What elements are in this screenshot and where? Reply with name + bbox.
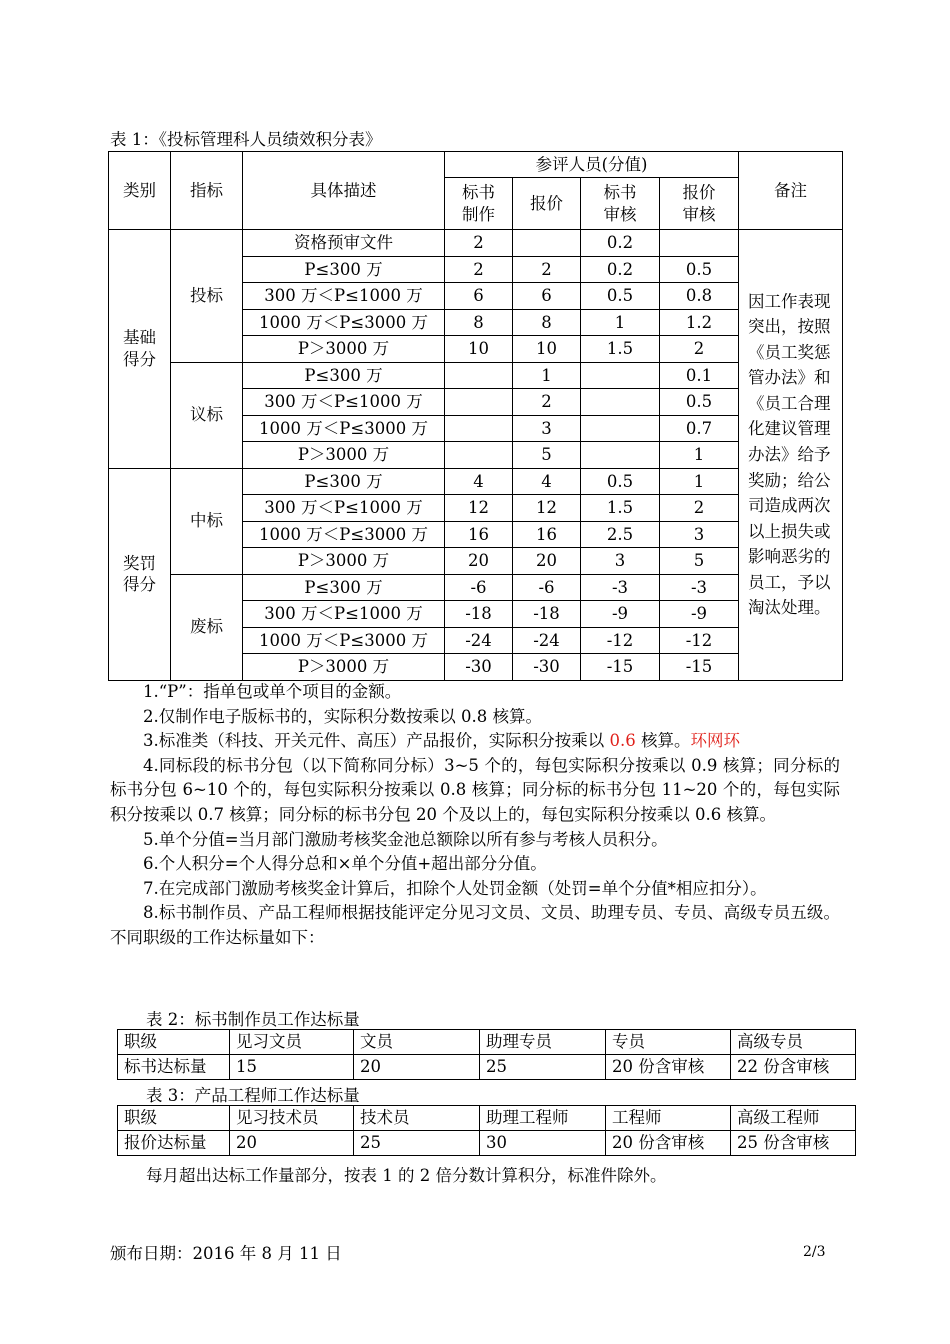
score-cell: -6	[445, 574, 513, 601]
score-cell: 4	[513, 468, 581, 495]
score-cell: 3	[660, 521, 739, 548]
note-2: 2.仅制作电子版标书的，实际积分数按乘以 0.8 核算。	[143, 706, 542, 726]
score-cell: 10	[513, 336, 581, 363]
header-indicator: 指标	[171, 152, 243, 230]
score-cell: 1	[513, 362, 581, 389]
table3-header-cell: 助理工程师	[480, 1106, 606, 1131]
note-8: 8.标书制作员、产品工程师根据技能评定分见习文员、文员、助理专员、专员、高级专员五级。不同职级的工作达标量如下：	[110, 903, 840, 947]
score-cell: 1.2	[660, 309, 739, 336]
score-cell: -6	[513, 574, 581, 601]
score-cell: 0.5	[581, 468, 660, 495]
score-cell: 0.7	[660, 415, 739, 442]
score-cell: -24	[513, 627, 581, 654]
score-cell: 20	[445, 548, 513, 575]
score-cell: 1	[660, 442, 739, 469]
score-cell: 1	[581, 309, 660, 336]
score-cell	[445, 415, 513, 442]
score-cell: 0.5	[581, 283, 660, 310]
score-cell: 3	[513, 415, 581, 442]
note-7: 7.在完成部门激励考核奖金计算后，扣除个人处罚金额（处罚=单个分值*相应扣分）。	[143, 878, 767, 898]
header-category: 类别	[109, 152, 171, 230]
score-cell: 2	[660, 336, 739, 363]
score-cell: 6	[513, 283, 581, 310]
score-cell: 4	[445, 468, 513, 495]
table2-cell: 标书达标量	[118, 1055, 230, 1080]
score-cell: 8	[513, 309, 581, 336]
score-cell: -9	[581, 601, 660, 628]
category-cell: 基础得分	[109, 230, 171, 469]
header-description: 具体描述	[243, 152, 445, 230]
score-cell	[445, 389, 513, 416]
table3-cell: 20 份含审核	[606, 1131, 731, 1156]
indicator-cell: 议标	[171, 362, 243, 468]
score-cell	[581, 362, 660, 389]
score-cell: -15	[660, 654, 739, 681]
table3-header-cell: 高级工程师	[731, 1106, 856, 1131]
header-rater-quote-review: 报价审核	[660, 178, 739, 230]
note-1: 1.“P”：指单包或单个项目的金额。	[143, 682, 402, 701]
description-cell: P＞3000 万	[243, 548, 445, 575]
score-cell: -12	[581, 627, 660, 654]
score-cell: -30	[513, 654, 581, 681]
score-cell: 16	[513, 521, 581, 548]
score-cell: -15	[581, 654, 660, 681]
score-cell: 2	[445, 256, 513, 283]
table3-cell: 报价达标量	[118, 1131, 230, 1156]
score-cell: 5	[513, 442, 581, 469]
table2-header-cell: 文员	[354, 1030, 480, 1055]
score-cell: 1	[660, 468, 739, 495]
score-cell	[445, 362, 513, 389]
table3-header-cell: 工程师	[606, 1106, 731, 1131]
description-cell: 资格预审文件	[243, 230, 445, 257]
description-cell: 1000 万＜P≤3000 万	[243, 627, 445, 654]
score-cell: 16	[445, 521, 513, 548]
table-row	[109, 468, 843, 495]
score-cell: 0.5	[660, 389, 739, 416]
description-cell: P≤300 万	[243, 468, 445, 495]
score-cell: 2	[445, 230, 513, 257]
score-cell: 5	[660, 548, 739, 575]
table2-header-cell: 见习文员	[230, 1030, 354, 1055]
table-row	[109, 362, 843, 389]
indicator-cell: 投标	[171, 230, 243, 363]
description-cell: P≤300 万	[243, 362, 445, 389]
table2-header-cell: 高级专员	[731, 1030, 856, 1055]
score-cell: 12	[513, 495, 581, 522]
score-cell: -18	[513, 601, 581, 628]
description-cell: P＞3000 万	[243, 654, 445, 681]
score-cell: 2.5	[581, 521, 660, 548]
score-cell: 10	[445, 336, 513, 363]
description-cell: P≤300 万	[243, 256, 445, 283]
description-cell: P＞3000 万	[243, 442, 445, 469]
performance-points-table	[108, 151, 843, 681]
table-row	[109, 574, 843, 601]
score-cell: 2	[660, 495, 739, 522]
description-cell: 1000 万＜P≤3000 万	[243, 415, 445, 442]
note-4: 4.同标段的标书分包（以下简称同分标）3~5 个的，每包实际积分按乘以 0.9 核算；同分标的标书分包 6~10 个的，每包实际积分按乘以 0.8 核算；同分标的标书分包 11~20 个的，每包实际积分按乘以 0.7 核算；同分标的标书分包 20 个及以上的，每包实际积分按乘以 0.6 核算。	[110, 755, 840, 824]
table2-cell: 25	[480, 1055, 606, 1080]
table3-cell: 20	[230, 1131, 354, 1156]
table3-cell: 25 份含审核	[731, 1131, 856, 1156]
score-cell	[660, 230, 739, 257]
indicator-cell: 中标	[171, 468, 243, 574]
description-cell: 1000 万＜P≤3000 万	[243, 521, 445, 548]
score-cell: 6	[445, 283, 513, 310]
score-cell	[581, 442, 660, 469]
score-cell	[581, 415, 660, 442]
table-row	[109, 230, 843, 257]
note-5: 5.单个分值=当月部门激励考核奖金池总额除以所有参与考核人员积分。	[143, 829, 668, 849]
note-3-highlight-tail: 环网环	[690, 731, 740, 751]
score-cell: -9	[660, 601, 739, 628]
description-cell: 300 万＜P≤1000 万	[243, 495, 445, 522]
table3-caption: 表 3：产品工程师工作达标量	[146, 1086, 360, 1105]
score-cell	[581, 389, 660, 416]
notes-section	[110, 680, 840, 951]
table2-caption: 表 2：标书制作员工作达标量	[146, 1010, 360, 1029]
score-cell: -18	[445, 601, 513, 628]
score-cell: 0.2	[581, 230, 660, 257]
table2-cell: 22 份含审核	[731, 1055, 856, 1080]
header-raters-group: 参评人员(分值)	[445, 152, 739, 178]
table3-cell: 25	[354, 1131, 480, 1156]
note-3: 3.标准类（科技、开关元件、高压）产品报价，实际积分按乘以 0.6 核算。环网环	[143, 731, 740, 751]
score-cell: 2	[513, 256, 581, 283]
description-cell: 300 万＜P≤1000 万	[243, 389, 445, 416]
score-cell: 12	[445, 495, 513, 522]
score-cell: 0.2	[581, 256, 660, 283]
score-cell: 2	[513, 389, 581, 416]
header-rater-bid-maker: 标书制作	[445, 178, 513, 230]
table2-cell: 15	[230, 1055, 354, 1080]
remarks-cell: 因工作表现突出，按照《员工奖惩管办法》和《员工合理化建议管理办法》给予奖励；给公司造成两次以上损失或影响恶劣的员工，予以淘汰处理。	[739, 230, 843, 681]
table3-header-cell: 职级	[118, 1106, 230, 1131]
header-rater-bid-review: 标书审核	[581, 178, 660, 230]
score-cell: -24	[445, 627, 513, 654]
score-cell: 1.5	[581, 336, 660, 363]
table3-header-cell: 技术员	[354, 1106, 480, 1131]
note-3-highlight-number: 0.6	[609, 731, 636, 751]
header-remarks: 备注	[739, 152, 843, 230]
description-cell: 1000 万＜P≤3000 万	[243, 309, 445, 336]
score-cell: 1.5	[581, 495, 660, 522]
score-cell: -30	[445, 654, 513, 681]
score-cell	[513, 230, 581, 257]
description-cell: 300 万＜P≤1000 万	[243, 601, 445, 628]
description-cell: P≤300 万	[243, 574, 445, 601]
score-cell: 0.1	[660, 362, 739, 389]
table2-header-cell: 职级	[118, 1030, 230, 1055]
publish-date: 颁布日期：2016 年 8 月 11 日	[110, 1244, 342, 1263]
table2-cell: 20 份含审核	[606, 1055, 731, 1080]
score-cell: 3	[581, 548, 660, 575]
table2-cell: 20	[354, 1055, 480, 1080]
score-cell: 20	[513, 548, 581, 575]
closing-paragraph: 每月超出达标工作量部分，按表 1 的 2 倍分数计算积分，标准件除外。	[146, 1166, 667, 1185]
table2-header-cell: 助理专员	[480, 1030, 606, 1055]
score-cell: -12	[660, 627, 739, 654]
header-rater-quote: 报价	[513, 178, 581, 230]
indicator-cell: 废标	[171, 574, 243, 680]
table3-cell: 30	[480, 1131, 606, 1156]
score-cell: -3	[660, 574, 739, 601]
score-cell: 8	[445, 309, 513, 336]
engineer-quota-table	[117, 1105, 856, 1156]
table1-caption: 表 1：《投标管理科人员绩效积分表》	[110, 130, 382, 149]
table3-header-cell: 见习技术员	[230, 1106, 354, 1131]
score-cell: -3	[581, 574, 660, 601]
score-cell: 0.5	[660, 256, 739, 283]
score-cell	[445, 442, 513, 469]
score-cell: 0.8	[660, 283, 739, 310]
page-number: 2/3	[803, 1244, 826, 1260]
description-cell: P＞3000 万	[243, 336, 445, 363]
category-cell: 奖罚得分	[109, 468, 171, 680]
note-6: 6.个人积分=个人得分总和×单个分值+超出部分分值。	[143, 854, 547, 874]
table2-header-cell: 专员	[606, 1030, 731, 1055]
bid-maker-quota-table	[117, 1029, 856, 1080]
description-cell: 300 万＜P≤1000 万	[243, 283, 445, 310]
